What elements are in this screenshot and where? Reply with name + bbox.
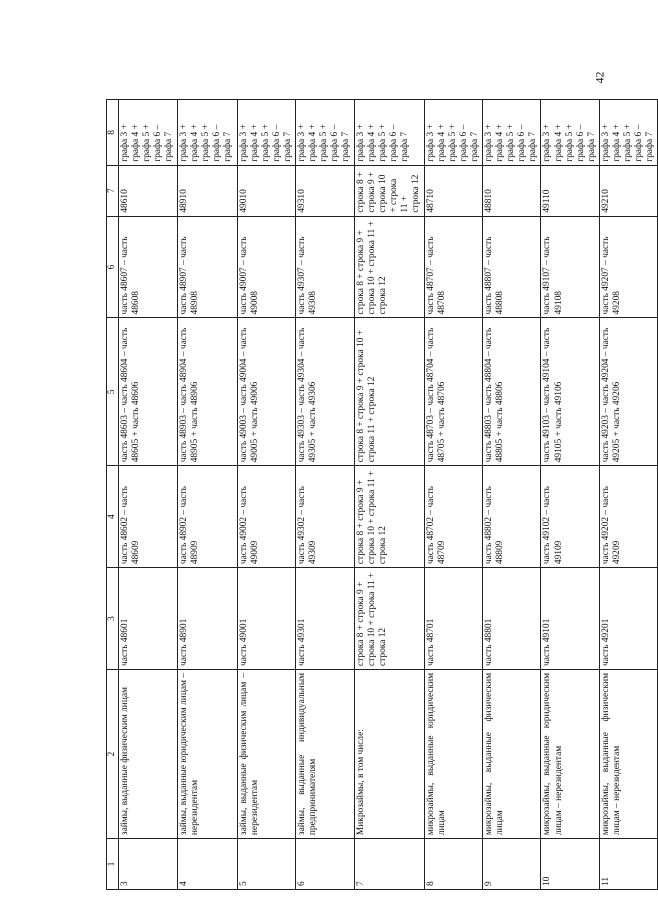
table-cell-c5: часть 48803 – часть 48804 – часть 48805 + часть 48806 [482,318,540,466]
table-cell-c4: часть 48902 – часть 48909 [177,466,237,568]
table-cell-c2: займы, выданные физическим лицам – нерезидентам [237,669,295,838]
table-cell-c1: 5 [237,839,295,890]
table-cell-c7: 49310 [296,165,354,216]
column-header: 7 [107,165,119,216]
column-header: 8 [107,100,119,166]
table-row [354,100,424,890]
page-number: 42 [592,71,607,84]
table-row [237,100,295,890]
table-cell-c8: графа 3 + графа 4 + графа 5 + графа 6 – графа 7 [237,100,295,166]
table-cell-c7: 49210 [599,165,657,216]
table-cell-c5: часть 49003 – часть 49004 – часть 49005 + часть 49006 [237,318,295,466]
table-row [177,100,237,890]
column-header: 1 [107,839,119,890]
table-cell-c3: часть 48801 [482,568,540,670]
table-cell-c1: 3 [119,839,177,890]
table-cell-c5: часть 49103 – часть 49104 – часть 49105 + часть 49106 [541,318,599,466]
table-cell-c3: часть 49001 [237,568,295,670]
table-cell-c6: часть 49107 – часть 49108 [541,216,599,318]
table-cell-c4: часть 48802 – часть 48809 [482,466,540,568]
column-header: 4 [107,466,119,568]
table-cell-c1: 4 [177,839,237,890]
table-cell-c8: графа 3 + графа 4 + графа 5 + графа 6 – графа 7 [296,100,354,166]
table-cell-c3: часть 48901 [177,568,237,670]
table-cell-c2: займы, выданные юридическим лицам – нерезидентам [177,669,237,838]
table-cell-c2: микрозаймы, выданные физическим лицам [482,669,540,838]
table-cell-c6: часть 48907 – часть 48908 [177,216,237,318]
table-cell-c8: графа 3 + графа 4 + графа 5 + графа 6 – графа 7 [482,100,540,166]
table-cell-c7: 49110 [541,165,599,216]
table-cell-c7: 48910 [177,165,237,216]
table-cell-c1: 10 [541,839,599,890]
table-row [482,100,540,890]
table-cell-c7: строка 8 + строка 9 + строка 10 + строка 11 + строка 12 [354,165,424,216]
column-header: 3 [107,568,119,670]
table-cell-c1: 11 [599,839,657,890]
header-row [107,100,119,890]
rotated-table-container [106,99,656,890]
table-cell-c2: микрозаймы, выданные физическим лицам – нерезидентам [599,669,657,838]
column-header: 6 [107,216,119,318]
table-cell-c6: часть 49307 – часть 49308 [296,216,354,318]
table-cell-c1: 7 [354,839,424,890]
table-cell-c8: графа 3 + графа 4 + графа 5 + графа 6 – графа 7 [599,100,657,166]
table-cell-c3: часть 48701 [424,568,482,670]
table-cell-c6: часть 48707 – часть 48708 [424,216,482,318]
table-cell-c6: часть 48807 – часть 48808 [482,216,540,318]
column-header: 2 [107,669,119,838]
table-cell-c3: часть 49101 [541,568,599,670]
table-cell-c8: графа 3 + графа 4 + графа 5 + графа 6 – графа 7 [177,100,237,166]
table-cell-c3: часть 48601 [119,568,177,670]
table-cell-c8: графа 3 + графа 4 + графа 5 + графа 6 – графа 7 [354,100,424,166]
table-cell-c5: часть 48703 – часть 48704 – часть 48705 + часть 48706 [424,318,482,466]
table-cell-c4: часть 49202 – часть 49209 [599,466,657,568]
table-body [119,100,658,890]
table-cell-c6: строка 8 + строка 9 + строка 10 + строка 11 + строка 12 [354,216,424,318]
table-cell-c4: часть 49002 – часть 49009 [237,466,295,568]
table-cell-c1: 8 [424,839,482,890]
table-cell-c5: часть 49203 – часть 49204 – часть 49205 + часть 49206 [599,318,657,466]
table-cell-c2: займы, выданные индивидуальным предпринимателям [296,669,354,838]
table-row [424,100,482,890]
table-cell-c1: 9 [482,839,540,890]
table-cell-c5: часть 48603 – часть 48604 – часть 48605 + часть 48606 [119,318,177,466]
table-cell-c7: 48710 [424,165,482,216]
table-cell-c6: часть 49207 – часть 49208 [599,216,657,318]
table-cell-c4: часть 48602 – часть 48609 [119,466,177,568]
table-cell-c2: займы, выданные физическим лицам [119,669,177,838]
table-cell-c3: часть 49301 [296,568,354,670]
table-cell-c4: часть 49102 – часть 49109 [541,466,599,568]
table-row [541,100,599,890]
table-cell-c8: графа 3 + графа 4 + графа 5 + графа 6 – графа 7 [119,100,177,166]
column-header: 5 [107,318,119,466]
table-cell-c2: микрозаймы, выданные юридическим лицам – нерезидентам [541,669,599,838]
table-cell-c4: часть 48702 – часть 48709 [424,466,482,568]
table-cell-c6: часть 48607 – часть 48608 [119,216,177,318]
table-cell-c4: часть 49302 – часть 49309 [296,466,354,568]
table-row [296,100,354,890]
table-cell-c2: Микрозаймы, в том числе: [354,669,424,838]
table-cell-c3: строка 8 + строка 9 + строка 10 + строка 11 + строка 12 [354,568,424,670]
table-cell-c8: графа 3 + графа 4 + графа 5 + графа 6 – графа 7 [424,100,482,166]
table-cell-c5: часть 49303 – часть 49304 – часть 49305 + часть 49306 [296,318,354,466]
table-cell-c4: строка 8 + строка 9 + строка 10 + строка 11 + строка 12 [354,466,424,568]
table-cell-c7: 48610 [119,165,177,216]
table-cell-c1: 6 [296,839,354,890]
table-cell-c7: 49010 [237,165,295,216]
table-row [599,100,657,890]
table-cell-c3: часть 49201 [599,568,657,670]
table-cell-c8: графа 3 + графа 4 + графа 5 + графа 6 – графа 7 [541,100,599,166]
table-cell-c2: микрозаймы, выданные юридическим лицам [424,669,482,838]
table-cell-c6: часть 49007 – часть 49008 [237,216,295,318]
table-row [119,100,177,890]
data-table [106,99,658,890]
table-cell-c5: часть 48903 – часть 48904 – часть 48905 + часть 48906 [177,318,237,466]
table-cell-c5: строка 8 + строка 9 + строка 10 + строка 11 + строка 12 [354,318,424,466]
table-cell-c7: 48810 [482,165,540,216]
